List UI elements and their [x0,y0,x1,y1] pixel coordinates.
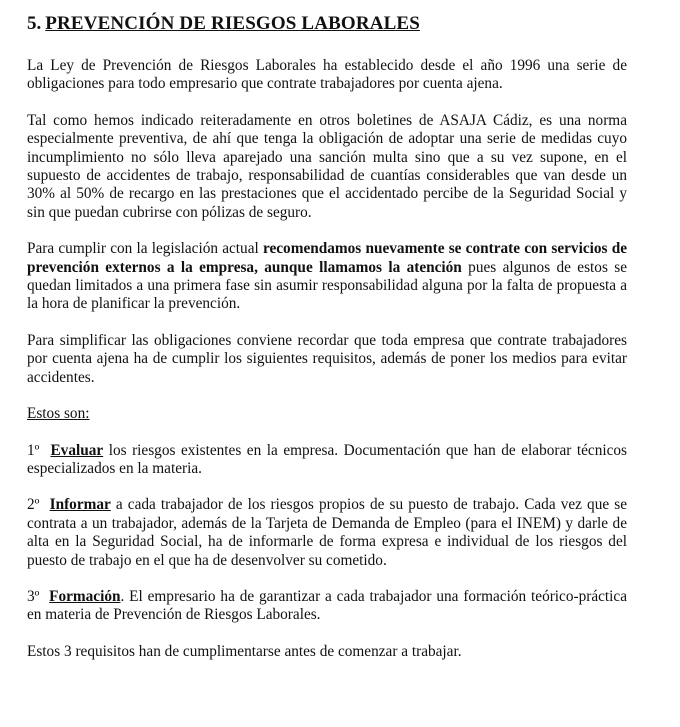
recommendation-tail: pues algunos de estos se quedan limitados a una primera fase sin asumir responsabilidad alguna por la falta de propuesta a la hora de planificar la prevención. [27,258,627,313]
paragraph-recommendation [27,240,627,314]
list-intro [27,405,627,423]
requirement-item [27,442,627,479]
requirement-text: los riesgos existentes en la empresa. Documentación que han de elaborar técnicos especializados en la materia. [27,441,627,477]
recommendation-lead: Para cumplir con la legislación actual [27,240,263,258]
paragraph-preventive-norm: Tal como hemos indicado reiteradamente en otros boletines de ASAJA Cádiz, es una norma especialmente preventiva, de ahí que tenga la obligación de adoptar una serie de medidas cuyo incumplimiento no sólo lleva aparejado una sanción multa sino que a su vez supone, en el supuesto de accidentes de trabajo, responsabilidad de cuantías considerables que van desde un 30% al 50% de recargo en las prestaciones que el accidentado percibe de la Seguridad Social y sin que puedan cubrirse con pólizas de seguro. [27,111,627,221]
requirement-keyword: Informar [49,496,111,514]
requirement-keyword: Evaluar [50,441,104,459]
paragraph-closing: Estos 3 requisitos han de cumplimentarse antes de comenzar a trabajar. [27,642,462,660]
section-title: PREVENCIÓN DE RIESGOS LABORALES [45,13,420,34]
paragraph-intro: La Ley de Prevención de Riesgos Laborales ha establecido desde el año 1996 una serie de obligaciones para todo empresario que contrate trabajadores por cuenta ajena. [27,57,627,93]
paragraph-simplify: Para simplificar las obligaciones conviene recordar que toda empresa que contrate trabajadores por cuenta ajena ha de cumplir los siguientes requisitos, además de poner los medios para evitar accidentes. [27,331,627,386]
section-number: 5. [27,13,42,34]
requirement-number: 1º [27,441,40,459]
section-heading [27,13,627,35]
requirement-number: 2º [27,496,40,514]
estos-son-label: Estos son: [27,405,90,423]
requirement-text: a cada trabajador de los riesgos propios de su puesto de trabajo. Cada vez que se contrata a un trabajador, además de la Tarjeta de Demanda de Empleo (para el INEM) y darle de alta en la Seguridad Social, ha de informarle de forma expresa e individual de los riesgos del puesto de trabajo en el que ha de desenvolver su cometido. [27,496,627,569]
requirement-text: . El empresario ha de garantizar a cada trabajador una formación teórico-práctica en materia de Prevención de Riesgos Laborales. [27,587,627,624]
requirement-keyword: Formación [49,587,121,605]
requirement-item [27,496,627,570]
document-page [27,13,627,661]
recommendation-emphasis: recomendamos nuevamente se contrate con servicios de prevención externos a la empresa, aunque llamamos la atención [27,240,627,276]
requirement-number: 3º [27,587,40,605]
requirement-item [27,588,627,625]
